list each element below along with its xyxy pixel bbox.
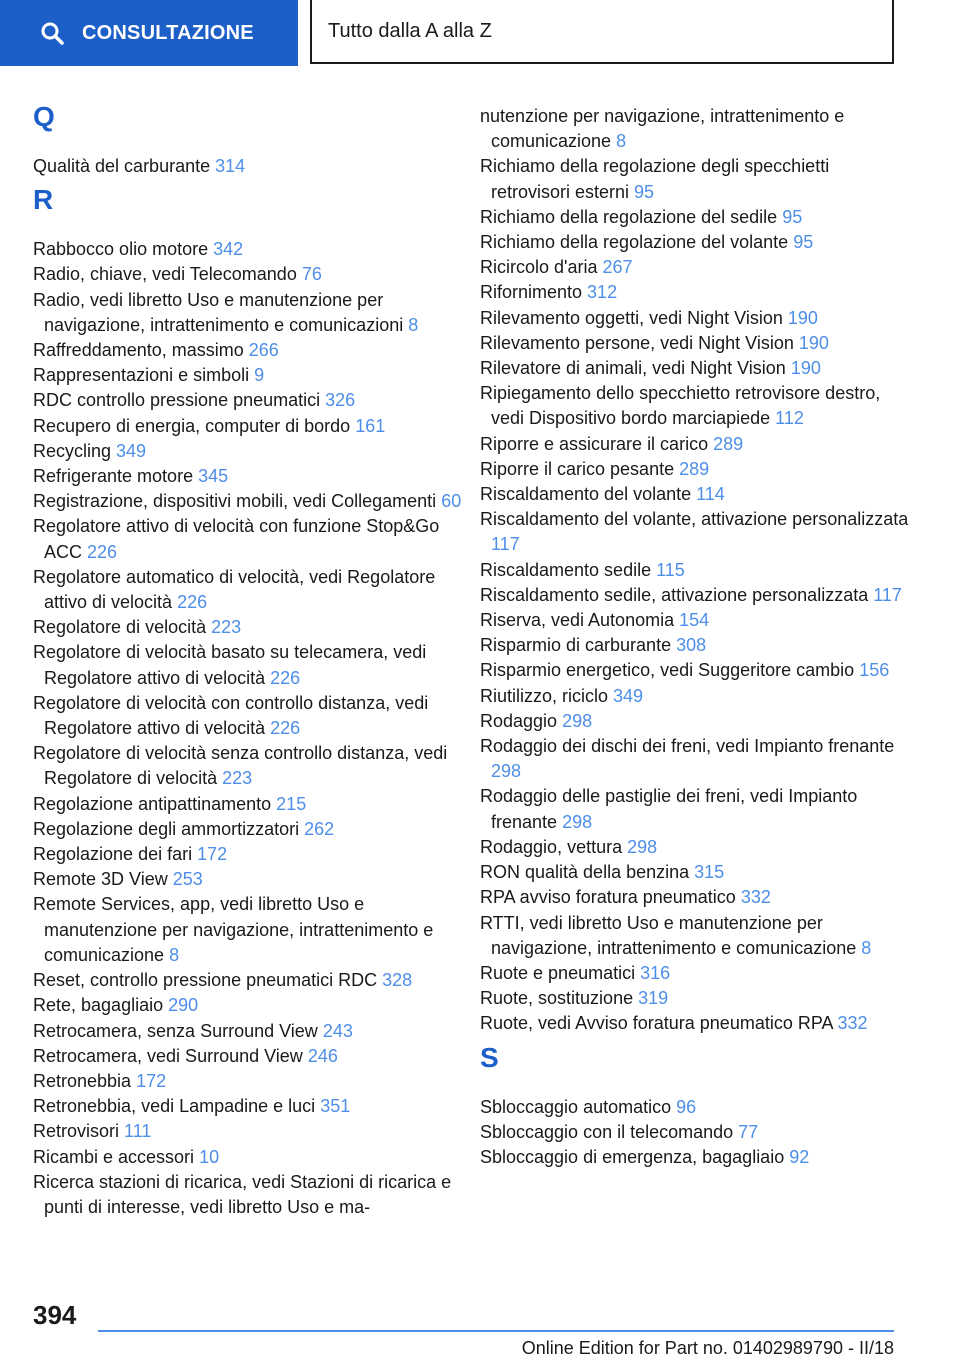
- index-entry: [480, 1145, 910, 1170]
- page-link[interactable]: 262: [304, 818, 335, 839]
- index-entry: [480, 1011, 910, 1036]
- page-link[interactable]: 226: [270, 667, 301, 688]
- page-link[interactable]: 349: [116, 440, 147, 461]
- index-entry: [480, 633, 910, 658]
- entry-text: Regolatore di velocità con controllo distanza, vedi Regolatore attivo di velocità: [33, 692, 429, 739]
- page-link[interactable]: 298: [491, 761, 522, 782]
- index-entry: [33, 439, 463, 464]
- index-entry: [480, 684, 910, 709]
- page-link[interactable]: 8: [861, 937, 872, 958]
- page-link[interactable]: 95: [793, 232, 814, 253]
- page-link[interactable]: 332: [740, 887, 771, 908]
- entry-text: Risparmio energetico, vedi Suggeritore cambio: [480, 660, 860, 681]
- page-link[interactable]: 117: [873, 584, 902, 605]
- page-link[interactable]: 111: [124, 1121, 152, 1142]
- index-entry: [480, 1095, 910, 1120]
- entry-text: Ripiegamento dello specchietto retrovisore destro, vedi Dispositivo bordo marciapiede: [480, 383, 881, 429]
- index-entry: [480, 306, 910, 331]
- index-entry: [480, 784, 910, 834]
- index-entry: [33, 262, 463, 287]
- index-entry: [33, 237, 463, 262]
- page-link[interactable]: 267: [602, 257, 633, 278]
- entry-text: RDC controllo pressione pneumatici: [33, 390, 326, 411]
- index-letter: Q: [33, 101, 55, 132]
- page-link[interactable]: 60: [441, 491, 462, 512]
- index-entry: [480, 482, 910, 507]
- page-link[interactable]: 92: [789, 1146, 810, 1167]
- entry-text: Rifornimento: [480, 282, 588, 303]
- index-entry: [33, 514, 463, 564]
- index-entry: [33, 792, 463, 817]
- page-link[interactable]: 246: [307, 1045, 338, 1066]
- entry-text: Regolazione antipattinamento: [33, 793, 277, 814]
- index-entry: [33, 1094, 463, 1119]
- search-icon: [40, 21, 64, 45]
- entry-text: Regolatore di velocità basato su telecamera, vedi Regolatore attivo di velocità: [33, 642, 427, 688]
- page-link[interactable]: 9: [254, 365, 265, 386]
- entry-text: Ruote, sostituzione: [480, 988, 639, 1009]
- entry-text: Rappresentazioni e simboli: [33, 365, 255, 386]
- entry-text: Regolazione dei fari: [33, 844, 198, 865]
- index-entry: [33, 892, 463, 968]
- index-entry: [480, 986, 910, 1011]
- page-link[interactable]: 342: [213, 239, 244, 260]
- page-link[interactable]: 226: [87, 541, 118, 562]
- page-link[interactable]: 314: [215, 156, 246, 176]
- entry-text: Riporre il carico pesante: [480, 458, 680, 479]
- page-number: 394: [33, 1300, 77, 1330]
- entry-text: Regolatore di velocità senza controllo distanza, vedi Regolatore di velocità: [33, 743, 448, 789]
- entry-text: Recycling: [33, 440, 117, 461]
- entry-text: RPA avviso foratura pneumatico: [480, 887, 741, 908]
- index-entry: [480, 457, 910, 482]
- index-entry: [480, 154, 910, 204]
- page-link[interactable]: 156: [859, 660, 890, 681]
- index-entry: [33, 640, 463, 690]
- page-link[interactable]: 77: [738, 1121, 759, 1142]
- index-entry: [480, 280, 910, 305]
- page-link[interactable]: 190: [787, 307, 818, 328]
- page-link[interactable]: 315: [694, 862, 725, 883]
- index-entry: [33, 968, 463, 993]
- entry-text: Reset, controllo pressione pneumatici RDC: [33, 970, 383, 991]
- entry-text: Riscaldamento sedile, attivazione personalizzata: [480, 584, 874, 605]
- index-entry: [480, 835, 910, 860]
- index-entry: [480, 255, 910, 280]
- page-link[interactable]: 326: [325, 390, 356, 411]
- index-entry: [33, 1019, 463, 1044]
- index-entry: [33, 414, 463, 439]
- entry-text: Rodaggio: [480, 710, 563, 731]
- index-entry: [480, 331, 910, 356]
- index-entry: [480, 911, 910, 961]
- entry-text: Retrocamera, senza Surround View: [33, 1020, 323, 1041]
- index-entry: [33, 154, 463, 179]
- page-link[interactable]: 312: [587, 282, 618, 303]
- index-entry: [480, 205, 910, 230]
- entry-text: Retrovisori: [33, 1121, 125, 1142]
- entry-text: Ruote, vedi Avviso foratura pneumatico RPA: [480, 1013, 838, 1034]
- entry-text: Radio, vedi libretto Uso e manutenzione per navigazione, intrattenimento e comunicazioni: [33, 289, 409, 335]
- index-entry: [480, 1120, 910, 1145]
- index-entry: [480, 583, 910, 608]
- entry-text: Riutilizzo, riciclo: [480, 685, 614, 706]
- entry-text: Retronebbia, vedi Lampadine e luci: [33, 1096, 321, 1117]
- entry-text: Ricircolo d'aria: [480, 257, 603, 278]
- index-entry: [33, 1145, 463, 1170]
- entry-text: Rodaggio dei dischi dei freni, vedi Impianto frenante: [480, 736, 895, 757]
- index-entry: [480, 356, 910, 381]
- index-entry: [480, 104, 910, 154]
- page-link[interactable]: 226: [270, 718, 301, 739]
- index-entry: [33, 993, 463, 1018]
- entry-text: Remote Services, app, vedi libretto Uso e manutenzione per navigazione, intrattenimento e comunicazione: [33, 894, 434, 965]
- entry-text: Riporre e assicurare il carico: [480, 433, 714, 454]
- index-entry: [33, 489, 463, 514]
- index-entry: [480, 432, 910, 457]
- index-entry: [33, 1069, 463, 1094]
- page-link[interactable]: 10: [199, 1146, 220, 1167]
- page-link[interactable]: 96: [676, 1096, 697, 1117]
- entry-text: Qualità del carburante: [33, 156, 216, 176]
- page-link[interactable]: 8: [169, 944, 180, 965]
- index-entry: [480, 860, 910, 885]
- entry-text: RON qualità della benzina: [480, 862, 695, 883]
- page-link[interactable]: 115: [656, 559, 685, 580]
- footer-divider: [98, 1330, 894, 1332]
- entry-text: Ricambi e accessori: [33, 1146, 200, 1167]
- entry-text: Raffreddamento, massimo: [33, 340, 249, 361]
- index-entry: [480, 709, 910, 734]
- entry-text: Ricerca stazioni di ricarica, vedi Stazioni di ricarica e punti di interesse, vedi libretto Uso e ma-: [33, 1171, 452, 1217]
- page-link[interactable]: 349: [613, 685, 644, 706]
- index-letter: S: [480, 1041, 499, 1073]
- page-link[interactable]: 8: [408, 314, 419, 335]
- entry-text: Radio, chiave, vedi Telecomando: [33, 264, 302, 285]
- index-entry: [33, 615, 463, 640]
- page-link[interactable]: 289: [679, 458, 710, 479]
- page-link[interactable]: 223: [222, 768, 253, 789]
- page-link[interactable]: 298: [562, 710, 593, 731]
- entry-text: Riscaldamento del volante, attivazione personalizzata: [480, 509, 909, 530]
- page-link[interactable]: 332: [837, 1013, 868, 1034]
- entry-text: Rodaggio, vettura: [480, 836, 628, 857]
- entry-text: Riscaldamento del volante: [480, 484, 697, 505]
- index-entry: [33, 288, 463, 338]
- page-link[interactable]: 95: [782, 206, 803, 227]
- page-link[interactable]: 266: [248, 340, 279, 361]
- entry-text: nutenzione per navigazione, intrattenimento e comunicazione: [480, 106, 845, 152]
- entry-text: Regolatore attivo di velocità con funzione Stop&Go ACC: [33, 516, 440, 562]
- page-link[interactable]: 328: [382, 970, 413, 991]
- index-entry: [33, 363, 463, 388]
- index-entry: [33, 1119, 463, 1144]
- section-label: CONSULTAZIONE: [82, 21, 254, 44]
- entry-text: Regolazione degli ammortizzatori: [33, 818, 305, 839]
- index-entry: [33, 867, 463, 892]
- page-link[interactable]: 253: [172, 869, 203, 890]
- page-link[interactable]: 117: [491, 534, 520, 555]
- index-entry: [33, 464, 463, 489]
- entry-text: Sbloccaggio con il telecomando: [480, 1121, 739, 1142]
- index-entry: [480, 230, 910, 255]
- index-column-left: [33, 96, 463, 1220]
- chapter-title-tab[interactable]: [310, 0, 894, 64]
- entry-text: Richiamo della regolazione degli specchietti retrovisori esterni: [480, 156, 830, 202]
- entry-text: Rabbocco olio motore: [33, 239, 214, 260]
- entry-text: Rodaggio delle pastiglie dei freni, vedi Impianto frenante: [480, 786, 858, 832]
- page-link[interactable]: 308: [676, 635, 707, 656]
- page-link[interactable]: 298: [562, 811, 593, 832]
- index-entry: [480, 507, 910, 557]
- page-link[interactable]: 154: [679, 610, 710, 631]
- entry-text: Riscaldamento sedile: [480, 559, 657, 580]
- page-link[interactable]: 316: [640, 962, 671, 983]
- page-link[interactable]: 95: [634, 181, 655, 202]
- chapter-title: Tutto dalla A alla Z: [328, 19, 492, 42]
- page-link[interactable]: 215: [276, 793, 307, 814]
- entry-text: Regolatore di velocità: [33, 617, 212, 638]
- entry-text: Retronebbia: [33, 1070, 137, 1091]
- edition-note: Online Edition for Part no. 01402989790 - II/18: [521, 1338, 894, 1358]
- entry-text: Richiamo della regolazione del sedile: [480, 206, 783, 227]
- index-entry: [33, 1044, 463, 1069]
- entry-text: Remote 3D View: [33, 869, 173, 890]
- top-bar: [0, 0, 960, 66]
- consultazione-tab[interactable]: [0, 0, 298, 66]
- page-link[interactable]: 226: [177, 592, 208, 613]
- index-entry: [480, 961, 910, 986]
- index-entry: [480, 658, 910, 683]
- entry-text: RTTI, vedi libretto Uso e manutenzione per navigazione, intrattenimento e comunicazione: [480, 912, 862, 958]
- page-link[interactable]: 289: [713, 433, 744, 454]
- page-link[interactable]: 172: [136, 1070, 167, 1091]
- entry-text: Risparmio di carburante: [480, 635, 677, 656]
- index-entry: [33, 842, 463, 867]
- entry-text: Recupero di energia, computer di bordo: [33, 415, 356, 436]
- entry-text: Rilevamento persone, vedi Night Vision: [480, 332, 799, 353]
- page-link[interactable]: 290: [168, 995, 199, 1016]
- index-entry: [480, 381, 910, 431]
- index-entry: [33, 1170, 463, 1220]
- index-column-right: [480, 104, 910, 1170]
- index-entry: [480, 734, 910, 784]
- entry-text: Rete, bagagliaio: [33, 995, 169, 1016]
- entry-text: Sbloccaggio automatico: [480, 1096, 677, 1117]
- index-entry: [33, 388, 463, 413]
- page-link[interactable]: 112: [775, 408, 804, 429]
- entry-text: Rilevamento oggetti, vedi Night Vision: [480, 307, 788, 328]
- entry-text: Sbloccaggio di emergenza, bagagliaio: [480, 1146, 790, 1167]
- page-link[interactable]: 190: [790, 358, 821, 379]
- index-entry: [33, 741, 463, 791]
- index-entry: [33, 338, 463, 363]
- page-link[interactable]: 8: [616, 131, 627, 152]
- index-entry: [33, 817, 463, 842]
- entry-text: Registrazione, dispositivi mobili, vedi Collegamenti: [33, 491, 442, 512]
- page-link[interactable]: 345: [198, 466, 229, 487]
- page-link[interactable]: 190: [798, 332, 829, 353]
- page-link[interactable]: 114: [696, 484, 725, 505]
- entry-text: Ruote e pneumatici: [480, 962, 641, 983]
- page-link[interactable]: 172: [197, 844, 228, 865]
- page-link[interactable]: 161: [355, 415, 386, 436]
- entry-text: Refrigerante motore: [33, 466, 199, 487]
- index-entry: [33, 565, 463, 615]
- page-link[interactable]: 76: [301, 264, 322, 285]
- entry-text: Richiamo della regolazione del volante: [480, 232, 794, 253]
- index-entry: [480, 558, 910, 583]
- index-entry: [480, 885, 910, 910]
- entry-text: Riserva, vedi Autonomia: [480, 610, 680, 631]
- index-letter: R: [33, 184, 54, 216]
- page-link[interactable]: 243: [322, 1020, 353, 1041]
- page-link[interactable]: 223: [211, 617, 242, 638]
- page-link[interactable]: 319: [638, 988, 669, 1009]
- index-entry: [33, 691, 463, 741]
- index-entry: [480, 608, 910, 633]
- entry-text: Retrocamera, vedi Surround View: [33, 1045, 308, 1066]
- page-link[interactable]: 351: [320, 1096, 351, 1117]
- page-link[interactable]: 298: [627, 836, 658, 857]
- entry-text: Regolatore automatico di velocità, vedi Regolatore attivo di velocità: [33, 566, 436, 613]
- entry-text: Rilevatore di animali, vedi Night Vision: [480, 358, 791, 379]
